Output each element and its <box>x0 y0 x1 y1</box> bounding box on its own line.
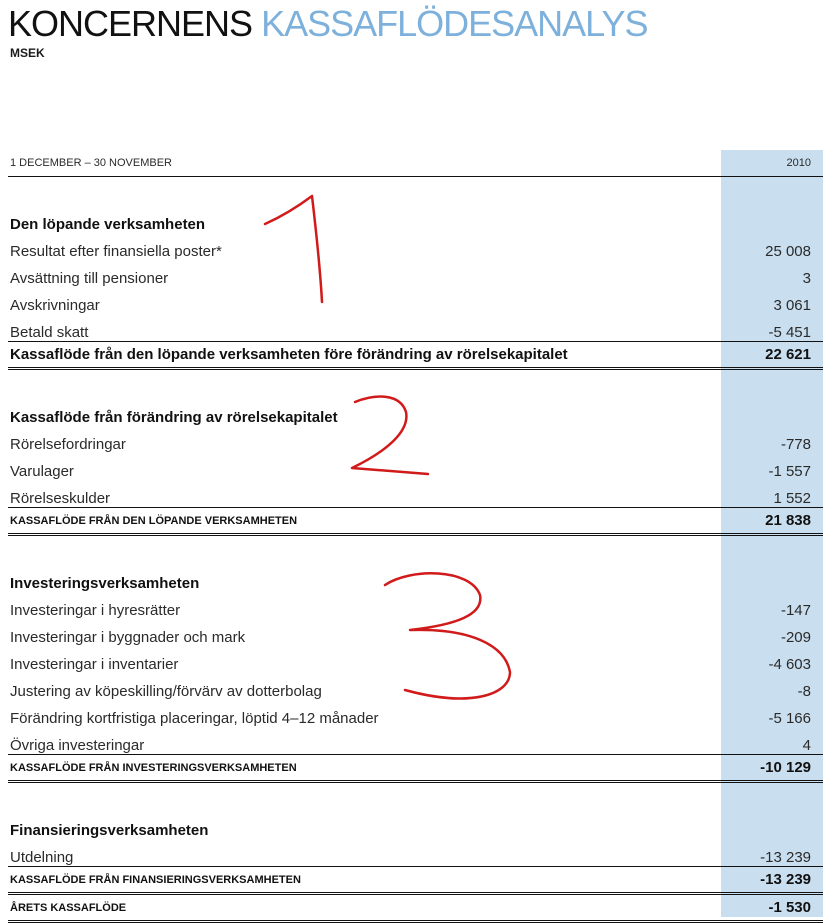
row-label: Varulager <box>10 463 74 480</box>
row-label: Investeringar i inventarier <box>10 656 179 673</box>
section-heading <box>8 812 823 839</box>
row-value: -5 166 <box>768 710 811 727</box>
table-row <box>8 673 823 700</box>
subtotal-label: KASSAFLÖDE FRÅN FINANSIERINGSVERKSAMHETEN <box>10 873 301 886</box>
row-value: 3 <box>802 270 811 287</box>
title-part-1: KONCERNENS <box>8 3 253 44</box>
row-label: Utdelning <box>10 849 74 866</box>
section-heading-text: Finansieringsverksamheten <box>10 822 209 839</box>
section-heading <box>8 206 823 233</box>
table-row <box>8 619 823 646</box>
table-row <box>8 287 823 314</box>
table-row <box>8 453 823 480</box>
subtotal-value: 22 621 <box>765 346 811 363</box>
row-label: Resultat efter finansiella poster* <box>10 243 222 260</box>
year-total-value: -1 530 <box>768 899 811 916</box>
row-label: Investeringar i byggnader och mark <box>10 629 246 646</box>
section-heading-text: Investeringsverksamheten <box>10 575 200 592</box>
row-value: -8 <box>797 683 811 700</box>
row-value: -1 557 <box>768 463 811 480</box>
section-heading-text: Den löpande verksamheten <box>10 216 206 233</box>
row-value: -4 603 <box>768 656 811 673</box>
subtotal-row <box>8 341 823 370</box>
row-value: -209 <box>780 629 811 646</box>
table-row <box>8 426 823 453</box>
subtotal-label: KASSAFLÖDE FRÅN DEN LÖPANDE VERKSAMHETEN <box>10 514 298 527</box>
table-row <box>8 233 823 260</box>
subtotal-value: -13 239 <box>760 871 811 888</box>
row-label: Justering av köpeskilling/förvärv av dotterbolag <box>10 683 322 700</box>
table-row <box>8 700 823 727</box>
table-row <box>8 314 823 341</box>
section-heading <box>8 399 823 426</box>
subtotal-row <box>8 507 823 536</box>
row-label: Förändring kortfristiga placeringar, löptid 4–12 månader <box>10 710 379 727</box>
row-value: -5 451 <box>768 324 811 341</box>
year-header: 2010 <box>786 157 811 169</box>
row-label: Rörelsefordringar <box>10 436 126 453</box>
subtotal-label: KASSAFLÖDE FRÅN INVESTERINGSVERKSAMHETEN <box>10 761 297 774</box>
currency-unit: MSEK <box>10 46 45 60</box>
period-label: 1 DECEMBER – 30 NOVEMBER <box>10 157 172 169</box>
row-label: Avskrivningar <box>10 297 100 314</box>
page-title <box>8 2 648 46</box>
row-label: Investeringar i hyresrätter <box>10 602 181 619</box>
row-value: 1 552 <box>773 490 811 507</box>
table-row <box>8 646 823 673</box>
row-value: -778 <box>780 436 811 453</box>
table-row <box>8 480 823 507</box>
table-row <box>8 260 823 287</box>
row-label: Rörelseskulder <box>10 490 111 507</box>
row-label: Betald skatt <box>10 324 89 341</box>
row-value: -147 <box>780 602 811 619</box>
subtotal-value: 21 838 <box>765 512 811 529</box>
year-total-label: ÅRETS KASSAFLÖDE <box>10 901 127 914</box>
row-value: 4 <box>802 737 811 754</box>
year-total-row <box>8 895 823 923</box>
table-header <box>8 150 823 177</box>
subtotal-value: -10 129 <box>760 759 811 776</box>
row-label: Avsättning till pensioner <box>10 270 169 287</box>
title-part-2: KASSAFLÖDESANALYS <box>261 3 648 44</box>
row-value: 3 061 <box>773 297 811 314</box>
row-value: 25 008 <box>765 243 811 260</box>
row-value: -13 239 <box>760 849 811 866</box>
subtotal-row <box>8 866 823 895</box>
section-heading-text: Kassaflöde från förändring av rörelsekapitalet <box>10 409 338 426</box>
table-row <box>8 727 823 754</box>
subtotal-row <box>8 754 823 783</box>
table-row <box>8 839 823 866</box>
table-row <box>8 592 823 619</box>
section-heading <box>8 565 823 592</box>
cash-flow-table <box>8 150 823 923</box>
subtotal-label: Kassaflöde från den löpande verksamheten före förändring av rörelsekapitalet <box>10 346 568 363</box>
row-label: Övriga investeringar <box>10 737 145 754</box>
